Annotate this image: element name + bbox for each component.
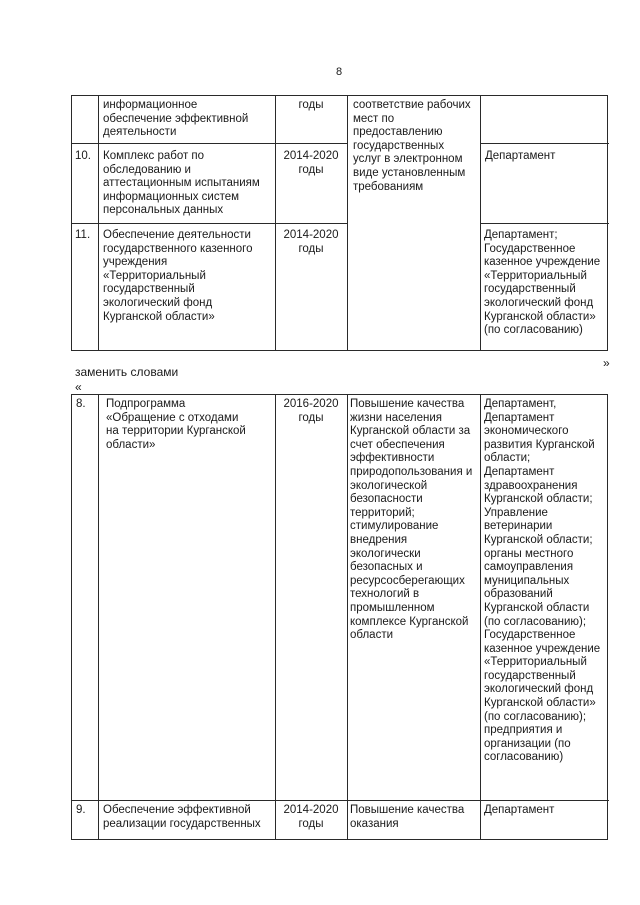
row-name: Комплекс работ по обследованию и аттестационным испытаниям информационных систем персональных данных — [103, 150, 260, 217]
opening-quote: « — [75, 380, 82, 394]
row-period: 2016-2020 годы — [283, 398, 339, 424]
row-period: 2014-2020 годы — [283, 804, 339, 830]
row-number: 11. — [75, 229, 91, 241]
row-name: Обеспечение эффективной реализации государственных — [103, 804, 261, 830]
row-period: годы — [298, 99, 324, 111]
row-executor: Департамент; Государственное казенное учреждение «Территориальный государственный экологический фонд Курганской области» (по согласованию) — [484, 229, 601, 337]
row-number: 8. — [76, 398, 86, 410]
row-number: 10. — [75, 150, 91, 162]
row-name: информационное обеспечение эффективной деятельности — [103, 99, 249, 139]
table-continued — [71, 95, 608, 351]
row-period: 2014-2020 годы — [283, 150, 339, 176]
row-number: 9. — [76, 804, 86, 816]
closing-quote: » — [603, 356, 610, 370]
row-executor: Департамент — [484, 804, 555, 816]
row-executor: Департамент, Департамент экономического развития Курганской области; Департамент здравоохранения Курганской области; Управление ветеринарии Курганской области; органы местного самоуправления муниципальных образований Курганской области (по согласованию); Государственное казенное учреждение «Территориальный государственный экологический фонд Курганской области» (по согласованию); предприятия и организации (по согласованию) — [484, 398, 601, 764]
row-period: 2014-2020 годы — [283, 229, 339, 255]
table-replacement — [71, 394, 608, 840]
row-name: Обеспечение деятельности государственного казенного учреждения «Территориальный государственный экологический фонд Курганской области» — [103, 229, 253, 323]
row-executor: Департамент — [485, 150, 556, 162]
replace-phrase: заменить словами — [75, 365, 179, 379]
row-result: Повышение качества жизни населения Курганской области за счет обеспечения эффективности природопользования и экологической безопасности территорий; стимулирование внедрения экологически безопасных и ресурсосберегающих технологий в промышленном комплексе Курганской области — [350, 398, 473, 642]
page-number: 8 — [336, 66, 343, 78]
row-name: Подпрограмма «Обращение с отходами на территории Курганской области» — [106, 398, 246, 451]
row-result: соответствие рабочих мест по предоставлению государственных услуг в электронном виде установленным требованиям — [353, 99, 471, 193]
row-result: Повышение качества оказания — [350, 804, 465, 830]
